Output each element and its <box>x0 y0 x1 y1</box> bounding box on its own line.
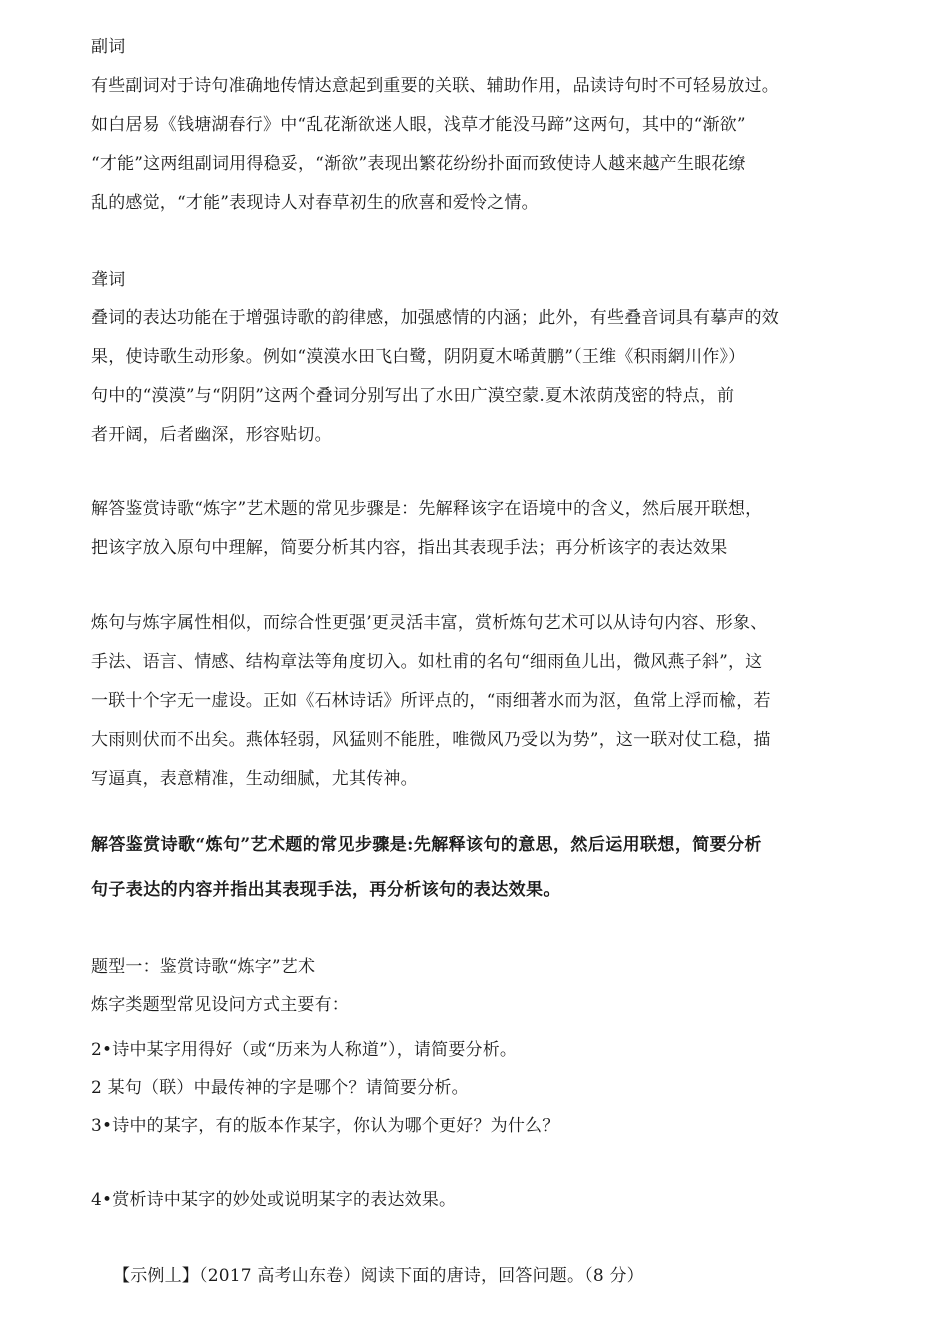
sentence-line-3: 一联十个字无一虚设。正如《石林诗话》所评点的，“雨细著水而为沤，鱼常上浮而楡，若 <box>91 691 771 711</box>
reduplication-line-1: 叠词的表达功能在于增强诗歌的韵律感，加强感情的内涵；此外，有些叠音词具有摹声的效 <box>91 308 779 328</box>
reduplication-heading: 聋词 <box>91 270 126 290</box>
adverb-line-2: 如白居易《钱塘湖春行》中“乱花渐欲迷人眼，浅草才能没马蹄”这两句，其中的“渐欲” <box>91 115 746 135</box>
type-one-item-4: 4•赏析诗中某字的妙处或说明某字的表达效果。 <box>91 1190 457 1210</box>
type-one-item-3: 3•诗中的某字，有的版本作某字，你认为哪个更好？为什么？ <box>91 1116 560 1136</box>
type-one-item-1: 2•诗中某字用得好（或“历来为人称道”），请简要分析。 <box>91 1040 518 1060</box>
adverb-line-4: 乱的感觉，“才能”表现诗人对春草初生的欣喜和爱怜之情。 <box>91 193 539 213</box>
sentence-line-5: 写逼真，表意精准，生动细腻，尤其传神。 <box>91 769 418 789</box>
reduplication-line-2: 果，使诗歌生动形象。例如“漠漠水田飞白鹭，阴阴夏木唏黄鹏”（王维《积雨網川作》） <box>91 347 746 367</box>
adverb-line-3: “才能”这两组副词用得稳妥，“渐欲”表现出繁花纷纷扑面而致使诗人越来越产生眼花缭 <box>91 154 746 174</box>
reduplication-line-4: 者开阔，后者幽深，形容贴切。 <box>91 425 332 445</box>
example-prompt: 【示例丄】（2017 高考山东卷）阅读下面的唐诗，回答问题。（8 分） <box>113 1266 644 1286</box>
sentence-steps-line-1: 解答鉴赏诗歌“炼句”艺术题的常见步骤是:先解释该句的意思，然后运用联想，简要分析 <box>91 835 762 855</box>
sentence-line-4: 大雨则伏而不出矣。燕体轻弱，风猛则不能胜，唯微风乃受以为势”，这一联对仗工稳，描 <box>91 730 771 750</box>
reduplication-line-3: 句中的“漠漠”与“阴阴”这两个叠词分别写出了水田广漠空蒙.夏木浓荫茂密的特点，前 <box>91 386 735 406</box>
type-one-heading: 题型一：鉴赏诗歌“炼字”艺术 <box>91 957 316 977</box>
adverb-heading: 副词 <box>91 37 126 57</box>
sentence-steps-line-2: 句子表达的内容并指出其表现手法，再分析该句的表达效果。 <box>91 880 561 900</box>
adverb-line-1: 有些副词对于诗句准确地传情达意起到重要的关联、辅助作用，品读诗句时不可轻易放过。 <box>91 76 779 96</box>
type-one-item-2: 2 某句（联）中最传神的字是哪个？请简要分析。 <box>91 1078 469 1098</box>
sentence-line-2: 手法、语言、情感、结构章法等角度切入。如杜甫的名句“细雨鱼儿出，微风燕子斜”，这 <box>91 652 763 672</box>
sentence-line-1: 炼句与炼字属性相似，而综合性更强’更灵活丰富，赏析炼句艺术可以从诗句内容、形象、 <box>91 613 768 633</box>
word-steps-line-1: 解答鉴赏诗歌“炼字”艺术题的常见步骤是：先解释该字在语境中的含义，然后展开联想， <box>91 499 763 519</box>
word-steps-line-2: 把该字放入原句中理解，简要分析其内容，指出其表现手法；再分析该字的表达效果 <box>91 538 728 558</box>
type-one-intro: 炼字类题型常见设问方式主要有： <box>91 995 349 1015</box>
